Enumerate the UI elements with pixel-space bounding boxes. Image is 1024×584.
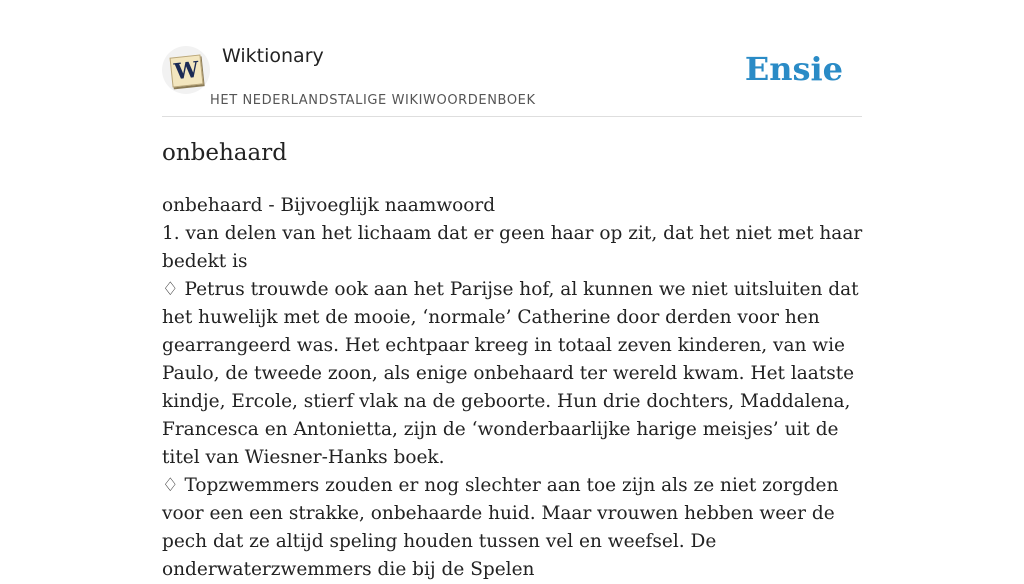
example-text: ♢ Petrus trouwde ook aan het Parijse hof, al kunnen we niet uitsluiten dat het huwelijk met de mooie, ‘normale’ Catherine door derden voor hen gearrangeerd was. Het echtpaar kreeg in totaal zeven kinderen, van wie Paulo, de tweede zoon, als enige onbehaard ter wereld kwam. Het laatste kindje, Ercole, stierf vlak na de geboorte. Hun drie dochters, Maddalena, Francesca en Antonietta, zijn de ‘wonderbaarlijke harige meisjes’ uit de titel van Wiesner-Hanks boek. [162,279,859,468]
example-text: ♢ Topzwemmers zouden er nog slechter aan toe zijn als ze niet zorgden voor een een strakke, onbehaarde huid. Maar vrouwen hebben weer de pech dat ze altijd speling houden tussen vel en weefsel. De onderwaterzwemmers die bij de Spelen [162,475,839,580]
definition-text: 1. van delen van het lichaam dat er geen haar op zit, dat het niet met haar bedekt is [162,223,863,272]
site-name[interactable]: Wiktionary [222,45,324,67]
site-header [162,0,862,117]
logo-tile: W [170,54,204,87]
page-title: onbehaard [162,140,287,166]
site-tagline: HET NEDERLANDSTALIGE WIKIWOORDENBOEK [210,93,536,108]
part-of-speech-line: onbehaard - Bijvoeglijk naamwoord [162,195,496,216]
entry-content [162,192,868,584]
wiktionary-logo-icon[interactable] [162,46,210,94]
ensie-brand-link[interactable]: Ensie [744,50,843,88]
